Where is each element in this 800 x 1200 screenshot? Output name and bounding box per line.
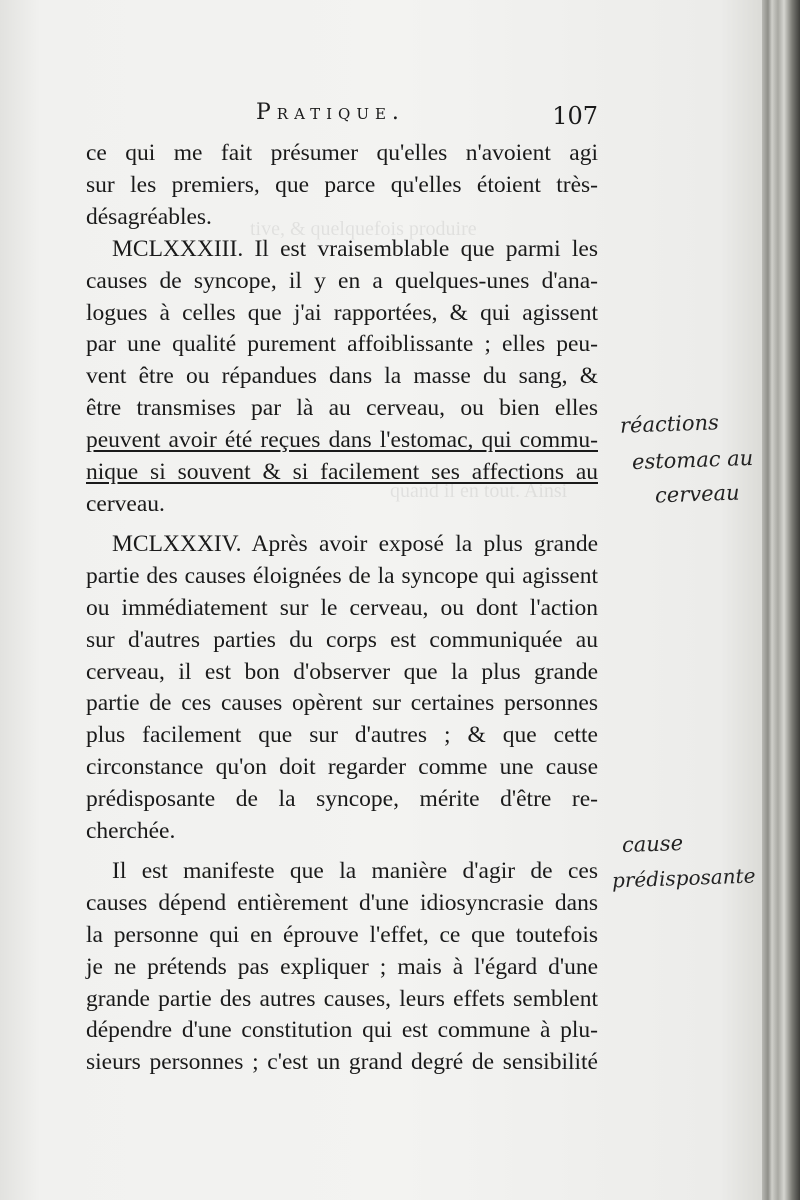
text-line: cerveau, il est bon d'observer que la plus grande bbox=[86, 658, 598, 685]
text-line: cherchée. bbox=[86, 818, 176, 845]
text-line: ou immédiatement sur le cerveau, ou dont l'action bbox=[86, 594, 598, 621]
paragraph bbox=[86, 138, 598, 234]
text-line: partie des causes éloignées de la syncope qui agissent bbox=[86, 562, 598, 589]
text-line: la personne qui en éprouve l'effet, ce que toutefois bbox=[86, 921, 598, 948]
text-line: ce qui me fait présumer qu'elles n'avoient agi bbox=[86, 140, 598, 166]
paragraph-mclxxxiv bbox=[86, 529, 598, 848]
text-line: sur les premiers, que parce qu'elles étoient très- bbox=[86, 171, 598, 198]
text-line: dépendre d'une constitution qui est commune à plu- bbox=[86, 1017, 598, 1044]
underlined-text-line: peuvent avoir été reçues dans l'estomac, qui commu- bbox=[86, 427, 598, 454]
text-line: causes de syncope, il y en a quelques-unes d'ana- bbox=[86, 267, 598, 294]
bleed-through: quand il en tout. Ainsi bbox=[390, 480, 568, 502]
text-line: cerveau. bbox=[86, 490, 165, 517]
text-line: circonstance qu'on doit regarder comme une cause bbox=[86, 754, 598, 781]
underlined-text-line: nique si souvent & si facilement ses affections au bbox=[86, 459, 598, 486]
text-line: être transmises par là au cerveau, ou bien elles bbox=[86, 395, 598, 422]
text-line: causes dépend entièrement d'une idiosyncrasie dans bbox=[86, 889, 598, 916]
handwritten-note: prédisposante bbox=[611, 863, 756, 893]
text-line: vent être ou répandues dans la masse du sang, & bbox=[86, 363, 598, 390]
text-line: plus facilement que sur d'autres ; & que cette bbox=[86, 722, 598, 749]
paragraph-mclxxxiii bbox=[86, 234, 598, 521]
handwritten-note: cause bbox=[621, 830, 684, 858]
page-edge bbox=[762, 0, 800, 1200]
text-line: partie de ces causes opèrent sur certaines personnes bbox=[86, 690, 598, 717]
text-line: MCLXXXIII. Il est vraisemblable que parmi les bbox=[112, 235, 598, 262]
text-line: sur d'autres parties du corps est communiquée au bbox=[86, 626, 598, 653]
handwritten-note: estomac au bbox=[631, 445, 754, 475]
text-line: sieurs personnes ; c'est un grand degré de sensibilité bbox=[86, 1049, 598, 1076]
text-line: MCLXXXIV. Après avoir exposé la plus grande bbox=[112, 530, 598, 557]
handwritten-note: réactions bbox=[619, 410, 720, 438]
paragraph bbox=[86, 856, 598, 1079]
text-line: prédisposante de la syncope, mérite d'être re- bbox=[86, 786, 598, 813]
text-line: grande partie des autres causes, leurs effets semblent bbox=[86, 985, 598, 1012]
handwritten-note: cerveau bbox=[654, 480, 740, 508]
text-line: par une qualité purement affoiblissante ; elles peu- bbox=[86, 331, 598, 358]
page-number: 107 bbox=[552, 102, 598, 130]
bleed-through: tive, & quelquefois produire bbox=[250, 218, 477, 240]
text-line: Il est manifeste que la manière d'agir de ces bbox=[112, 857, 598, 884]
text-line: désagréables. bbox=[86, 203, 212, 230]
text-line: logues à celles que j'ai rapportées, & qui agissent bbox=[86, 299, 598, 326]
body-text bbox=[86, 138, 598, 1079]
text-line: je ne prétends pas expliquer ; mais à l'égard d'une bbox=[86, 953, 598, 980]
page-header bbox=[86, 100, 598, 136]
running-title: Pratique. bbox=[256, 100, 405, 125]
